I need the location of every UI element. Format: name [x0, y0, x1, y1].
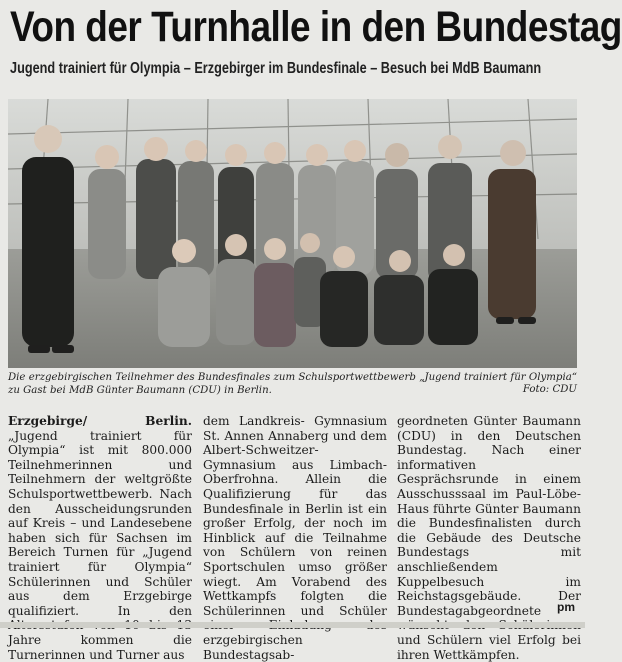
subheadline: Jugend trainiert für Olympia – Erzgebirger im Bundesfinale – Besuch bei MdB Baumann — [10, 60, 542, 77]
photo-credit: Foto: CDU — [522, 384, 577, 395]
headline: Von der Turnhalle in den Bundestag — [10, 3, 622, 51]
column-2-text: dem Landkreis- Gymnasium St. Annen Annaberg und dem Albert-Schweitzer-Gymnasium aus Limbach- Oberfrohna. Allein die Qualifizierung für das Bundesfinale in Berlin ist ein großer Erfolg, der noch im Hinblick auf die Teilnahme von Schülern von reinen Sportschulen umso größer wiegt. Am Vorabend des Wettkampfs folgten die Schülerinnen und Schüler erzgebirgischen Bundestagsab- — [203, 414, 387, 662]
column-3-text: geordneten Günter Baumann (CDU) in den Deutschen Bundestag. Nach einer informativen Gesprächsrunde in einem Ausschusssaal im Paul-Löbe-Haus führte Günter Baumann die Bundesfinalisten durch die Gebäude des Deutsche Bundestags mit anschließendem Kuppelbesuch im Reichstagsgebäude. Der Bundestagabgeordnete und Schülern viel Erfolg bei ihren Wettkämpfen. — [397, 414, 581, 662]
photo-caption: Die erzgebirgischen Teilnehmer des Bundesfinales zum Schulsportwettbewerb „Jugend trainiert für Olympia“ zu Gast bei MdB Günter Baumann (CDU) in Berlin. — [8, 372, 577, 396]
next-article-strip — [0, 622, 585, 628]
dateline: Erzgebirge/ Berlin. — [8, 414, 192, 428]
author-initials: pm — [557, 600, 575, 614]
group-photo-illustration — [8, 99, 577, 368]
group-photo — [8, 99, 577, 368]
column-1-text: „Jugend trainiert für Olympia“ ist mit 800.000 Teilnehmerinnen und Teilnehmern der weltgrößte Schulsportwettbewerb. Nach den Ausscheidungsrunden auf Kreis – und Landesebene haben sich für Sachsen im Bereich Turnen für „Jugend trainiert für Olympia“ Schülerinnen und Schüler aus dem Erzgebirge qualifiziert. In den Jahre kommen die Turnerinnen und Turner aus — [8, 428, 192, 662]
